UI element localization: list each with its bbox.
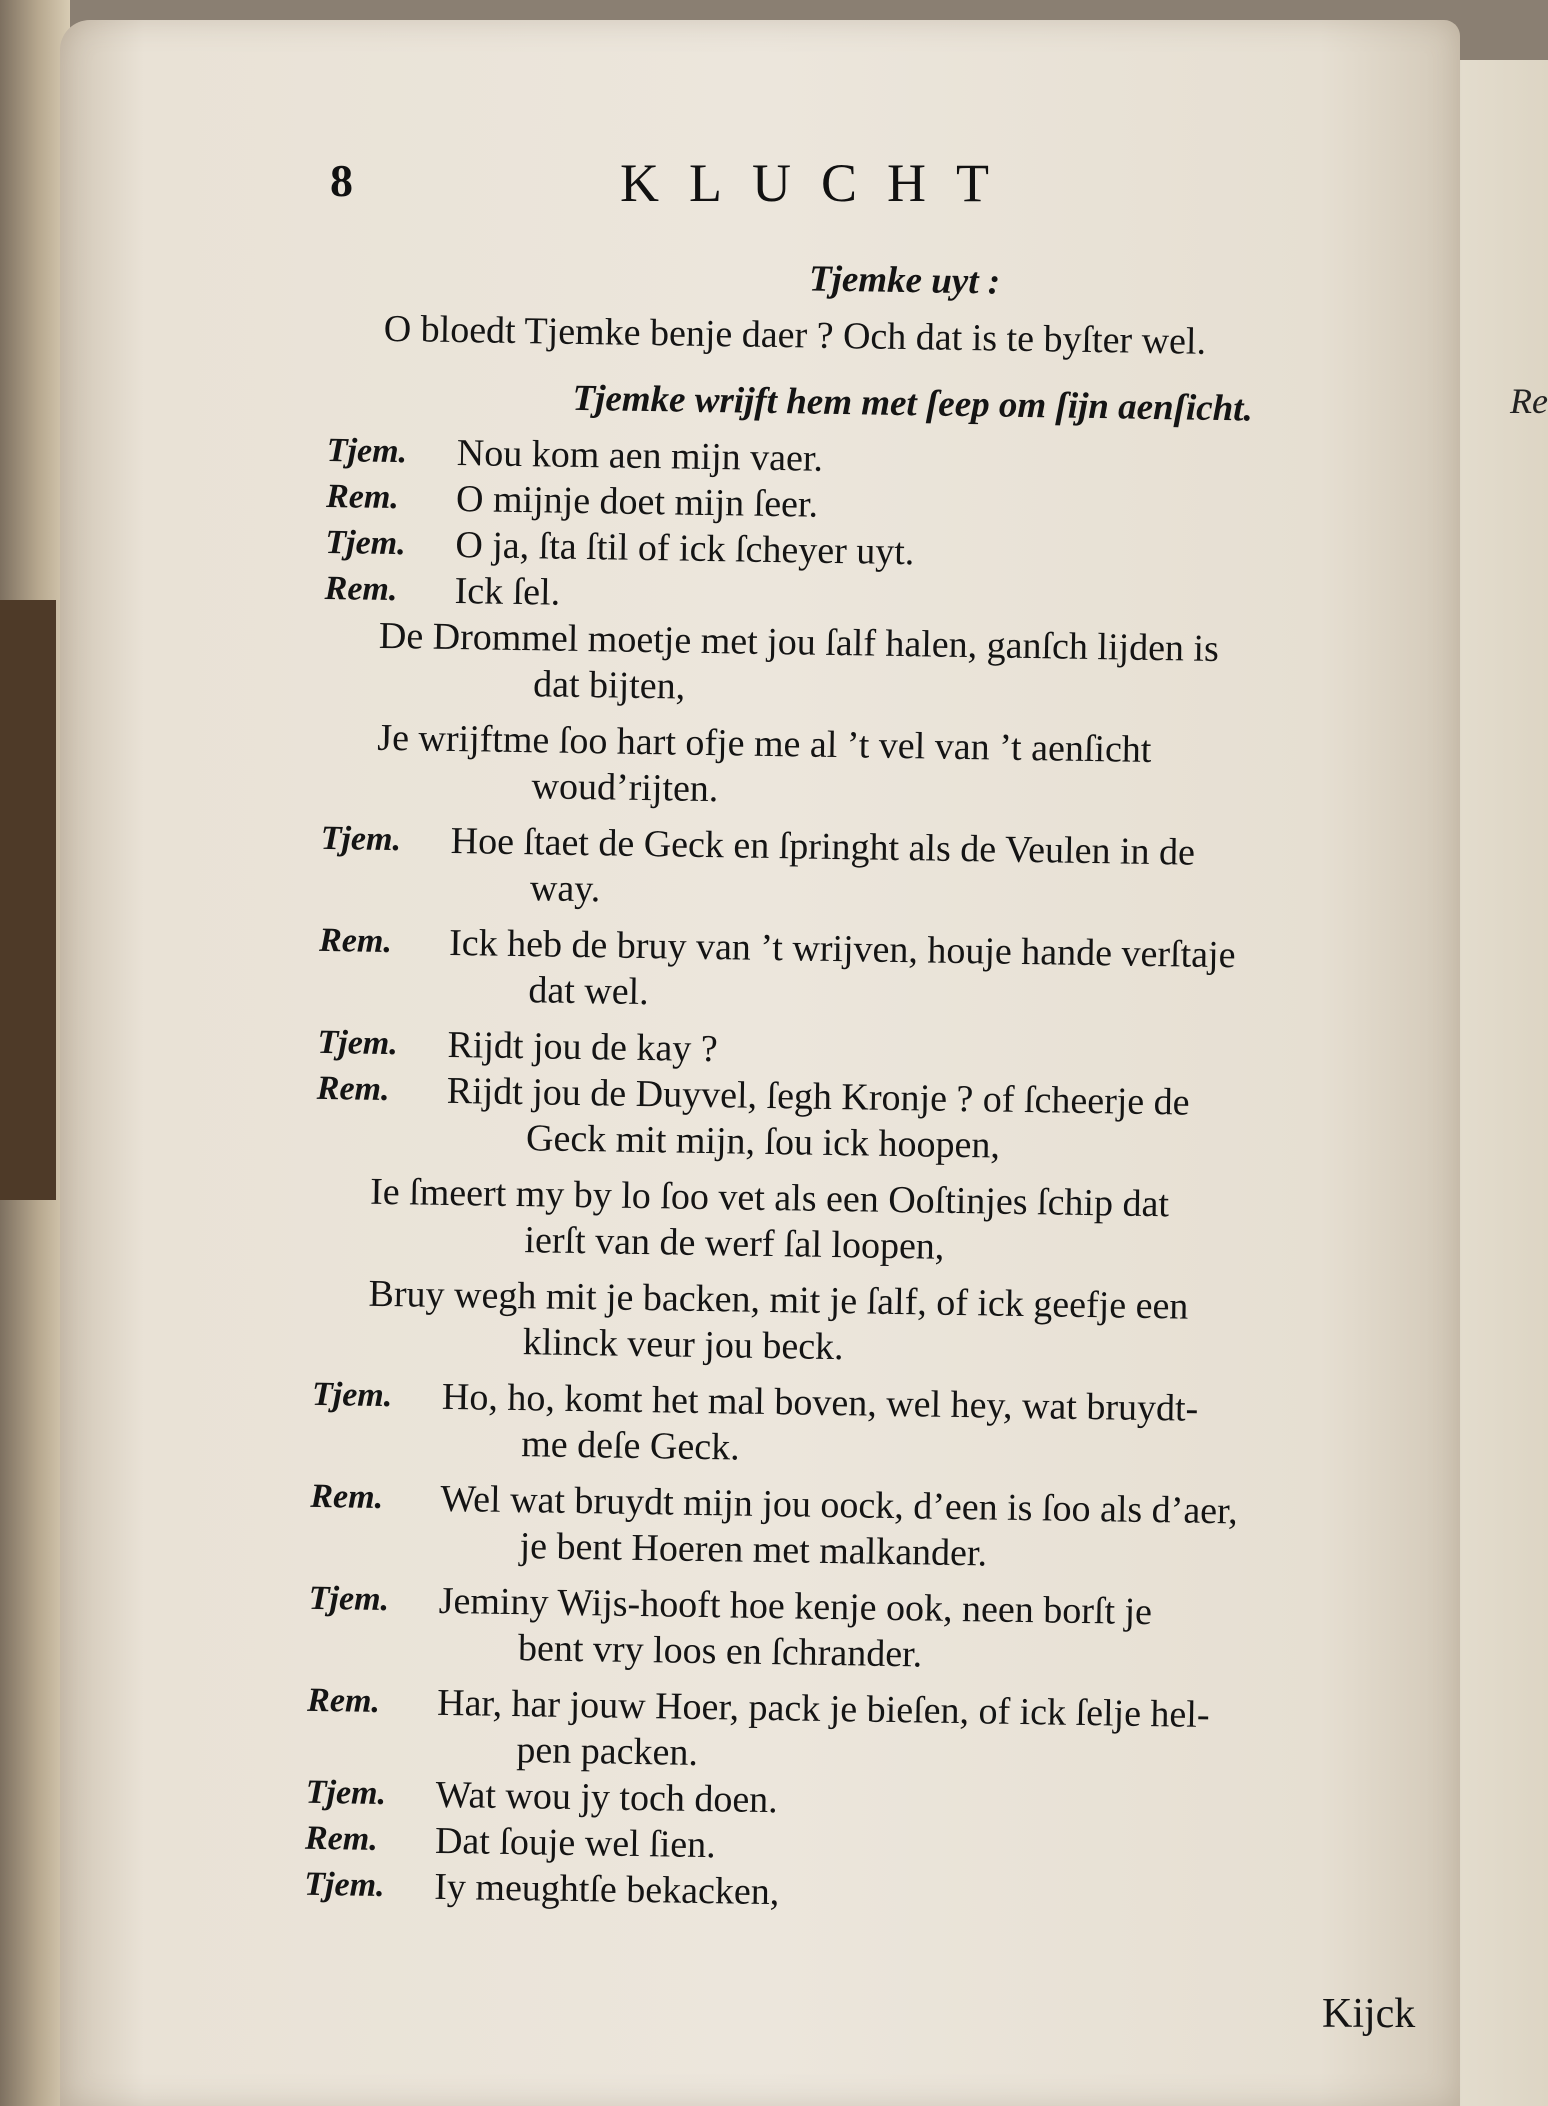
- page-text: [304, 250, 1450, 1925]
- speaker-label: Rem.: [325, 477, 400, 517]
- speaker-label: Rem.: [304, 1819, 379, 1858]
- text-line: dat bijten,: [532, 663, 686, 708]
- next-page-fragment: Re: [1510, 381, 1548, 421]
- dialogue-entry: [306, 1678, 1427, 1788]
- page-title: KLUCHT: [620, 153, 1019, 213]
- catchword: Kijck: [1322, 1991, 1416, 2037]
- text-line: Jeminy Wijs-hooft hoe kenje ook, neen borſt je: [438, 1579, 1153, 1634]
- text-line: Nou kom aen mijn vaer.: [456, 432, 824, 480]
- speaker-label: Tjem.: [311, 1375, 393, 1415]
- speaker-label: Tjem.: [308, 1579, 390, 1619]
- text-line: Wel wat bruydt mijn jou oock, d’een is ſoo als d’aer,: [440, 1477, 1239, 1533]
- text-line: O ja, ſta ſtil of ick ſcheyer uyt.: [455, 524, 915, 574]
- speaker-label: Rem.: [310, 1477, 384, 1516]
- text-line: woud’rijten.: [531, 765, 719, 811]
- text-line: Ie ſmeert my by lo ſoo vet als een Ooſtinjes ſchip dat: [369, 1170, 1170, 1226]
- speaker-label: Rem.: [306, 1681, 381, 1720]
- text-line: De Drommel moetje met jou ſalf halen, ganſch lijden is: [378, 614, 1220, 671]
- dialogue-entry: [311, 1372, 1432, 1482]
- dialogue-entry: [309, 1474, 1430, 1584]
- speaker-label: Tjem.: [326, 431, 408, 471]
- text-line: klinck veur jou beck.: [522, 1321, 844, 1369]
- opening-line: [328, 305, 1449, 369]
- text-line: Dat ſouje wel ſien.: [434, 1819, 717, 1867]
- text-line: Ick ſel.: [454, 570, 561, 614]
- text-line: Rijdt jou de Duyvel, ſegh Kronje ? of ſcheerje de: [446, 1069, 1190, 1124]
- speaker-label: Tjem.: [304, 1865, 385, 1905]
- speaker-label: Tjem.: [325, 523, 406, 563]
- text-line: Geck mit mijn, ſou ick hoopen,: [525, 1117, 1001, 1167]
- text-line: ierſt van de werf ſal loopen,: [524, 1219, 945, 1268]
- speaker-label: Rem.: [318, 921, 393, 961]
- speaker-label: Rem.: [316, 1069, 390, 1109]
- text-line: bent vry loos en ſchrander.: [517, 1627, 923, 1676]
- speaker-label: Tjem.: [317, 1023, 399, 1063]
- text-line: pen packen.: [516, 1729, 699, 1774]
- text-line: Wat wou jy toch doen.: [435, 1773, 779, 1822]
- dialogue-entry: [320, 816, 1441, 926]
- text-line: Ick heb de bruy van ’t wrijven, houje hande verſtaje: [448, 921, 1236, 977]
- speaker-label: Tjem.: [305, 1773, 387, 1813]
- text-line: way.: [529, 867, 601, 911]
- text-line: O mijnje doet mijn ſeer.: [455, 478, 819, 526]
- background-shadow: [0, 600, 56, 1200]
- dialogue-entry: [318, 918, 1439, 1028]
- stage-direction: Tjemke uyt :: [808, 258, 1001, 303]
- text-line: O bloedt Tjemke benje daer ? Och dat is te byſter wel.: [383, 307, 1207, 363]
- text-line: Bruy wegh mit je backen, mit je ſalf, of ick geefje een: [368, 1272, 1189, 1328]
- dialogue-entry: [321, 612, 1444, 824]
- text-line: je bent Hoeren met malkander.: [519, 1525, 988, 1575]
- speaker-label: Rem.: [324, 569, 398, 609]
- text-line: Ho, ho, komt het mal boven, wel hey, wat bruydt-: [441, 1375, 1199, 1430]
- speaker-label: Tjem.: [320, 819, 402, 859]
- dialogue-entry: [313, 1066, 1438, 1380]
- text-line: Je wrijftme ſoo hart ofje me al ’t vel van ’t aenſicht: [377, 716, 1152, 771]
- text-line: dat wel.: [528, 969, 650, 1014]
- dialogue-entry: [308, 1576, 1429, 1686]
- stage-direction: Tjemke wrijft hem met ſeep om ſijn aenſicht.: [572, 377, 1254, 430]
- page-number: 8: [330, 155, 353, 206]
- text-line: Har, har jouw Hoer, pack je bieſen, of ick ſelje hel-: [436, 1681, 1210, 1736]
- text-line: me deſe Geck.: [520, 1423, 740, 1469]
- text-line: Iy meughtſe bekacken,: [433, 1865, 780, 1914]
- text-line: Rijdt jou de kay ?: [447, 1023, 719, 1071]
- text-line: Hoe ſtaet de Geck en ſpringht als de Veulen in de: [450, 819, 1196, 874]
